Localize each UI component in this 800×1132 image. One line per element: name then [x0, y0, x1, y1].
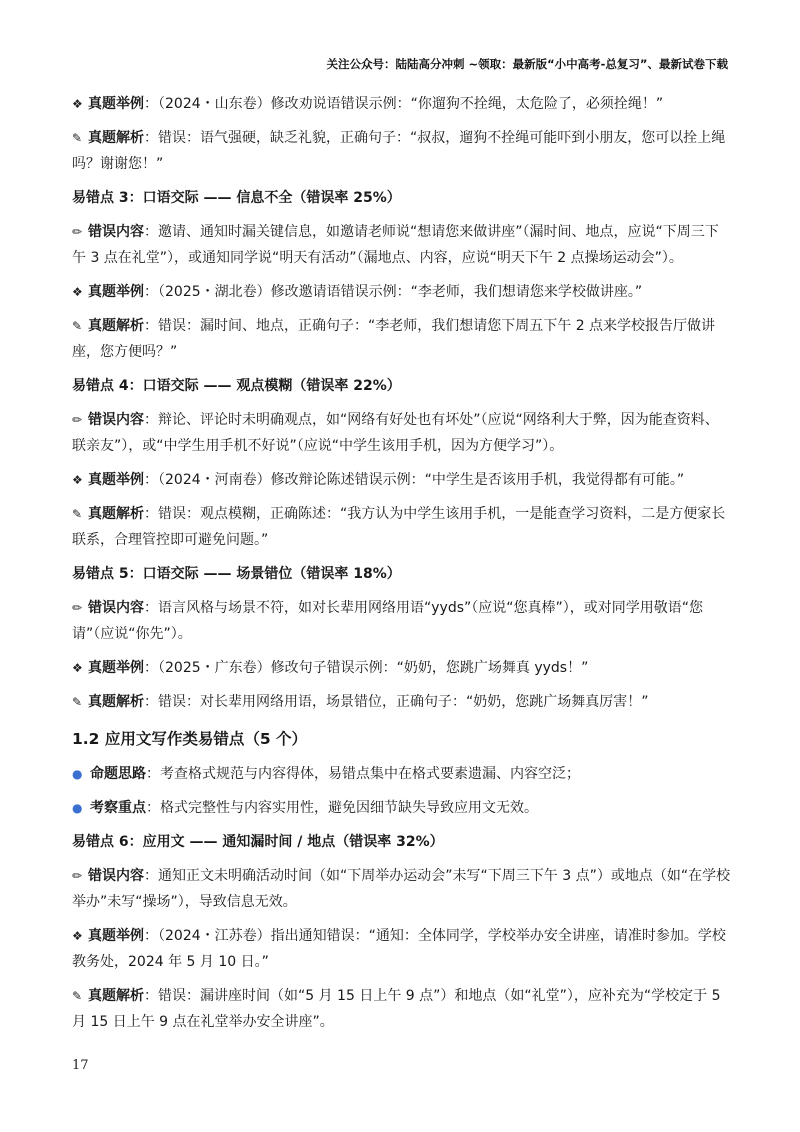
analysis-label: 真题解析 — [88, 506, 144, 522]
example-text: ：（2024・山东卷）修改劝说语错误示例：“你遛狗不拴绳，太危险了，必须拴绳！” — [144, 96, 664, 112]
pencil-icon: ✎ — [72, 695, 83, 709]
pencil-icon: ✎ — [72, 319, 83, 333]
example-text: ：（2025・湖北卷）修改邀请语错误示例：“李老师，我们想请您来学校做讲座。” — [144, 284, 643, 300]
content-text: ：通知正文未明确活动时间（如“下周举办运动会”未写“下周三下午 3 点”）或地点（如“在学校举办”未写“操场”），导致信息无效。 — [72, 868, 731, 910]
analysis-text: ：错误：漏时间、地点，正确句子：“李老师，我们想请您下周五下午 2 点来学校报告厅做讲座，您方便吗？” — [72, 318, 716, 360]
example-paragraph — [72, 655, 732, 681]
bullet-item — [72, 795, 732, 821]
analysis-label: 真题解析 — [88, 694, 144, 710]
content-paragraph — [72, 595, 732, 647]
content-paragraph — [72, 219, 732, 271]
bullet-text: ：格式完整性与内容实用性，避免因细节缺失导致应用文无效。 — [146, 800, 538, 816]
diamond-icon: ❖ — [72, 285, 83, 299]
analysis-text: ：错误：漏讲座时间（如“5 月 15 日上午 9 点”）和地点（如“礼堂”），应补充为“学校定于 5 月 15 日上午 9 点在礼堂举办安全讲座”。 — [72, 988, 721, 1030]
page-header: 关注公众号：陆陆高分冲刺 ~领取：最新版“小中高考-总复习”、最新试卷下载 — [326, 57, 728, 71]
analysis-label: 真题解析 — [88, 318, 144, 334]
diamond-icon: ❖ — [72, 929, 83, 943]
content-label: 错误内容 — [88, 600, 144, 616]
pencil-icon: ✏ — [72, 413, 83, 427]
bullet-label: 命题思路 — [90, 766, 146, 782]
pencil-icon: ✏ — [72, 601, 83, 615]
example-paragraph — [72, 91, 732, 117]
content-paragraph — [72, 407, 732, 459]
diamond-icon: ❖ — [72, 97, 83, 111]
diamond-icon: ❖ — [72, 473, 83, 487]
example-paragraph — [72, 279, 732, 305]
example-label: 真题举例 — [88, 284, 144, 300]
example-label: 真题举例 — [88, 660, 144, 676]
pencil-icon: ✏ — [72, 869, 83, 883]
bullet-text: ：考查格式规范与内容得体，易错点集中在格式要素遗漏、内容空泛； — [146, 766, 580, 782]
analysis-label: 真题解析 — [88, 988, 144, 1004]
content-label: 错误内容 — [88, 224, 144, 240]
pencil-icon: ✎ — [72, 989, 83, 1003]
content-text: ：语言风格与场景不符，如对长辈用网络用语“yyds”（应说“您真棒”），或对同学用敬语“您请”（应说“你先”）。 — [72, 600, 704, 642]
analysis-text: ：错误：语气强硬，缺乏礼貌，正确句子：“叔叔，遛狗不拴绳可能吓到小朋友，您可以拴上绳吗？谢谢您！” — [72, 130, 726, 172]
example-text: ：（2024・河南卷）修改辩论陈述错误示例：“中学生是否该用手机，我觉得都有可能。” — [144, 472, 685, 488]
error-point-heading: 易错点 6：应用文 —— 通知漏时间 / 地点（错误率 32%） — [72, 834, 444, 850]
error-point-heading: 易错点 5：口语交际 —— 场景错位（错误率 18%） — [72, 566, 401, 582]
bullet-label: 考察重点 — [90, 800, 146, 816]
example-label: 真题举例 — [88, 96, 144, 112]
content-label: 错误内容 — [88, 412, 144, 428]
example-paragraph — [72, 923, 732, 975]
pencil-icon: ✎ — [72, 507, 83, 521]
content-text: ：辩论、评论时未明确观点，如“网络有好处也有坏处”（应说“网络利大于弊，因为能查资料、联亲友”），或“中学生用手机不好说”（应说“中学生该用手机，因为方便学习”）。 — [72, 412, 719, 454]
content-label: 错误内容 — [88, 868, 144, 884]
bullet-item — [72, 761, 732, 787]
analysis-label: 真题解析 — [88, 130, 144, 146]
analysis-paragraph — [72, 313, 732, 365]
example-label: 真题举例 — [88, 472, 144, 488]
diamond-icon: ❖ — [72, 661, 83, 675]
dot-icon: ● — [72, 801, 83, 815]
analysis-paragraph — [72, 501, 732, 553]
example-label: 真题举例 — [88, 928, 144, 944]
content-paragraph — [72, 863, 732, 915]
section-title: 1.2 应用文写作类易错点（5 个） — [72, 730, 308, 748]
page-number: 17 — [72, 1058, 89, 1073]
analysis-text: ：错误：对长辈用网络用语，场景错位，正确句子：“奶奶，您跳广场舞真厉害！” — [144, 694, 649, 710]
example-text: ：（2025・广东卷）修改句子错误示例：“奶奶，您跳广场舞真 yyds！” — [144, 660, 589, 676]
analysis-paragraph — [72, 689, 732, 715]
content-text: ：邀请、通知时漏关键信息，如邀请老师说“想请您来做讲座”（漏时间、地点，应说“下周三下午 3 点在礼堂”），或通知同学说“明天有活动”（漏地点、内容，应说“明天下午 2 点操场运动会”）。 — [72, 224, 719, 266]
pencil-icon: ✎ — [72, 131, 83, 145]
pencil-icon: ✏ — [72, 225, 83, 239]
example-text: ：（2024・江苏卷）指出通知错误：“通知：全体同学，学校举办安全讲座，请准时参加。学校教务处，2024 年 5 月 10 日。” — [72, 928, 726, 970]
page-content — [72, 91, 732, 1043]
error-point-heading: 易错点 4：口语交际 —— 观点模糊（错误率 22%） — [72, 378, 401, 394]
dot-icon: ● — [72, 767, 83, 781]
example-paragraph — [72, 467, 732, 493]
analysis-text: ：错误：观点模糊，正确陈述：“我方认为中学生该用手机，一是能查学习资料，二是方便家长联系，合理管控即可避免问题。” — [72, 506, 726, 548]
error-point-heading: 易错点 3：口语交际 —— 信息不全（错误率 25%） — [72, 190, 401, 206]
analysis-paragraph — [72, 125, 732, 177]
analysis-paragraph — [72, 983, 732, 1035]
